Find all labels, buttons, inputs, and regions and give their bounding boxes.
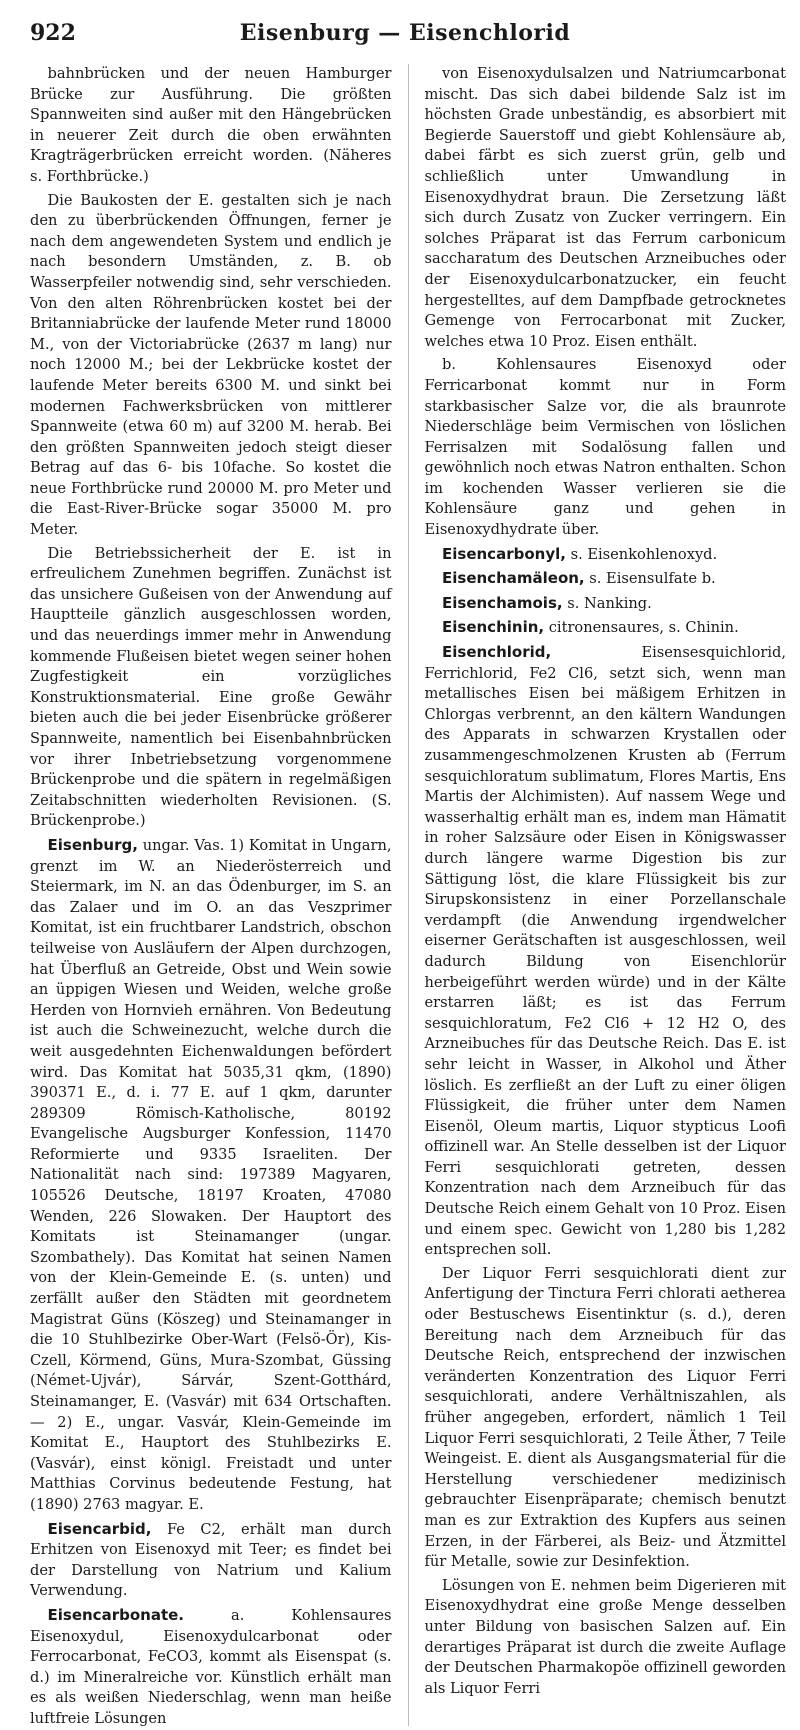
entry-headword: Eisenchamois,	[442, 593, 563, 612]
paragraph	[425, 355, 787, 540]
entry-headword: Eisenchinin,	[442, 618, 545, 637]
page-header	[30, 14, 780, 54]
paragraph	[30, 1519, 392, 1602]
paragraph-text: bahnbrücken und der neuen Hamburger Brücke zur Ausführung. Die größten Spannweiten sind außer mit den Hängebrücken in neuerer Zeit durch die oben erwähnten Kragträgerbrücken erreicht worden. (Näheres s. Forthbrücke.)	[30, 65, 392, 185]
entry-headword: Eisencarbid,	[47, 1519, 152, 1538]
paragraph-text: b. Kohlensaures Eisenoxyd oder Ferricarbonat kommt nur in Form starkbasischer Salze vor, die als braunrote Niederschläge beim Vermischen von löslichen Ferrisalzen mit Sodalösung fallen und gewöhnlich noch etwas Natron enthalten. Schon im kochenden Wasser verlieren sie die Kohlensäure ganz und gehen in Eisenoxydhydrate über.	[424, 356, 786, 539]
paragraph-text: s. Eisenkohlenoxyd.	[570, 545, 718, 563]
paragraph-text: Die Betriebssicherheit der E. ist in erfreulichem Zunehmen begriffen. Zunächst ist das unsichere Gußeisen von der Anwendung auf Hauptteile gänzlich ausgeschlossen worden, und das neuerdings immer mehr in Anwendung kommende Flußeisen bietet wegen seiner hohen Zugfestigkeit ein vorzügliches Konstruktionsmaterial. Eine große Gewähr bieten auch die bei jeder Eisenbrücke größerer Spannweite, namentlich bei Eisenbahnbrücken vor ihrer Inbetriebsetzung vorgenommene Brückenprobe und die spätern in regelmäßigen Zeitabschnitten wiederholten Revisionen. (S. Brückenprobe.)	[30, 544, 392, 830]
entry-headword: Eisencarbonyl,	[442, 544, 566, 563]
paragraph	[425, 64, 787, 352]
paragraph-text: s. Eisensulfate b.	[589, 570, 716, 588]
paragraph-text: Lösungen von E. nehmen beim Digerieren mit Eisenoxydhydrat eine große Menge desselben unter Bildung von basischen Salzen auf. Ein derartiges Präparat ist durch die zweite Auflage der Deutschen Pharmakopöe offizinell geworden als Liquor Ferri	[424, 1576, 786, 1697]
entry-headword: Eisencarbonate.	[47, 1605, 184, 1624]
paragraph-text: Eisensesquichlorid, Ferrichlorid, Fe2 Cl6, setzt sich, wenn man metallisches Eisen bei mäßigem Erhitzen in Chlorgas verbrennt, an den kältern Wandungen des Apparats in schwarzen Krystallen oder zusammengeschmolzenen Krusten ab (Ferrum sesquichloratum sublimatum, Flores Martis, Ens Martis der Alchimisten). Auf nassem Wege und wasserhaltig erhält man es, indem man Hämatit in roher Salzsäure oder Eisen in Königswasser durch längere warme Digestion bis zur Sättigung löst, die klare Flüssigkeit bis zur Sirupskonsistenz in einer Porzellanschale verdampft (die Anwendung irgendwelcher eiserner Gerätschaften ist ausgeschlossen, weil dadurch Bildung von Eisenchlorür herbeigeführt werden würde) und in der Kälte erstarren läßt; es ist das Ferrum sesquichloratum, Fe2 Cl6 + 12 H2 O, des Arzneibuches für das Deutsche Reich. Das E. ist sehr leicht in Wasser, in Alkohol und Äther löslich. Es zerfließt an der Luft zu einer öligen Flüssigkeit, die früher unter dem Namen Eisenöl, Oleum martis, Liquor stypticus Loofi offizinell war. An Stelle desselben ist der Liquor Ferri sesquichlorati getreten, dessen Konzentration nach dem Arzneibuch für das Deutsche Reich einem Gehalt von 10 Proz. Eisen und einem spec. Gewicht von 1,280 bis 1,282 entsprechen soll.	[424, 644, 786, 1259]
entry-headword: Eisenchamäleon,	[442, 569, 585, 588]
paragraph	[425, 617, 787, 639]
running-head: Eisenburg — Eisenchlorid	[239, 20, 571, 46]
paragraph	[425, 568, 787, 590]
paragraph-text: von Eisenoxydulsalzen und Natriumcarbonat mischt. Das sich dabei bildende Salz ist im höchsten Grade unbeständig, es absorbiert mit Begierde Sauerstoff und giebt Kohlensäure ab, dabei färbt es sich zuerst grün, gelb und schließlich unter Umwandlung in Eisenoxydhydrat braun. Die Zersetzung läßt sich durch Zusatz von Zucker verringern. Ein solches Präparat ist das Ferrum carbonicum saccharatum des Deutschen Arzneibuches oder der Eisenoxydulcarbonatzucker, ein feucht hergestelltes, auf dem Dampfbade getrocknetes Gemenge von Ferrocarbonat mit Zucker, welches etwa 10 Proz. Eisen enthält.	[424, 65, 786, 350]
paragraph	[425, 544, 787, 566]
paragraph-text: Fe C2, erhält man durch Erhitzen von Eisenoxyd mit Teer; es findet bei der Darstellung von Natrium und Kalium Verwendung.	[30, 1520, 392, 1600]
paragraph-text: ungar. Vas. 1) Komitat in Ungarn, grenzt im W. an Niederösterreich und Steiermark, im N. an das Ödenburger, im S. an das Zalaer und im O. an das Veszprimer Komitat, ist ein fruchtbarer Landstrich, obschon teilweise von Ausläufern der Alpen durchzogen, hat Überfluß an Getreide, Obst und Wein sowie an üppigen Wiesen und Weiden, welche große Herden von Hornvieh ernähren. Von Bedeutung ist auch die Schweinezucht, welche durch die weit ausgedehnten Eichenwaldungen befördert wird. Das Komitat hat 5035,31 qkm, (1890) 390371 E., d. i. 77 E. auf 1 qkm, darunter 289309 Römisch-Katholische, 80192 Evangelische Augsburger Konfession, 11470 Reformierte und 9335 Israeliten. Der Nationalität nach sind: 197389 Magyaren, 105526 Deutsche, 18197 Kroaten, 47080 Wenden, 226 Slowaken. Der Hauptort des Komitats ist Steinamanger (ungar. Szombathely). Das Komitat hat seinen Namen von der Klein-Gemeinde E. (s. unten) und zerfällt außer den Städten mit geordnetem Magistrat Güns (Köszeg) und Steinamanger in die 10 Stuhlbezirke Ober-Wart (Felsö-Ör), Kis-Czell, Körmend, Güns, Mura-Szombat, Güssing (Német-Ujvár), Sárvár, Szent-Gotthárd, Steinamanger, E. (Vasvár) mit 634 Ortschaften. — 2) E., ungar. Vasvár, Klein-Gemeinde im Komitat E., Hauptort des Stuhlbezirks E. (Vasvár), einst königl. Freistadt und unter Matthias Corvinus bedeutende Festung, hat (1890) 2763 magyar. E.	[30, 836, 392, 1513]
paragraph-text: a. Kohlensaures Eisenoxydul, Eisenoxydulcarbonat oder Ferrocarbonat, FeCO3, kommt als Eisenspat (s. d.) im Mineralreiche vor. Künstlich erhält man es als weißen Niederschlag, wenn man heiße luftfreie Lösungen	[30, 1606, 392, 1727]
paragraph-text: Die Baukosten der E. gestalten sich je nach den zu überbrückenden Öffnungen, ferner je nach dem angewendeten System und endlich je nach besondern Umständen, z. B. ob Wasserpfeiler notwendig sind, sehr verschieden. Von den alten Röhrenbrücken kostet bei der Britanniabrücke der laufende Meter rund 18000 M., von der Victoriabrücke (2637 m lang) nur noch 12000 M.; bei der Lekbrücke kostet der laufende Meter bereits 6300 M. und sinkt bei modernen Fachwerksbrücken von mittlerer Spannweite (etwa 60 m) auf 3200 M. herab. Bei den größten Spannweiten jedoch steigt dieser Betrag auf das 6- bis 10fache. So kostet die neue Forthbrücke rund 20000 M. pro Meter und die East-River-Brücke sogar 35000 M. pro Meter.	[30, 191, 392, 539]
left-column	[30, 64, 392, 1726]
paragraph	[30, 1605, 392, 1730]
entry-headword: Eisenchlorid,	[442, 643, 552, 662]
paragraph	[425, 1264, 787, 1573]
paragraph	[30, 544, 392, 832]
paragraph	[425, 1576, 787, 1700]
right-column	[425, 64, 787, 1726]
paragraph	[30, 64, 392, 188]
paragraph-text: citronensaures, s. Chinin.	[548, 619, 739, 637]
paragraph-text: Der Liquor Ferri sesquichlorati dient zur Anfertigung der Tinctura Ferri chlorati aetherea oder Bestuschews Eisentinktur (s. d.), deren Bereitung nach dem Arzneibuch für das Deutsche Reich, entsprechend der inzwischen veränderten Konzentration des Liquor Ferri sesquichlorati, andere Verhältniszahlen, als früher angegeben, erfordert, nämlich 1 Teil Liquor Ferri sesquichlorati, 2 Teile Äther, 7 Teile Weingeist. E. dient als Ausgangsmaterial für die Herstellung verschiedener medizinisch gebrauchter Eisenpräparate; chemisch benutzt man es zur Extraktion des Kupfers aus seinen Erzen, in der Färberei, als Beiz- und Ätzmittel für Metalle, sowie zur Desinfektion.	[424, 1264, 786, 1571]
column-divider	[408, 64, 409, 1726]
page-number: 922	[30, 20, 76, 46]
paragraph	[425, 642, 787, 1261]
paragraph-text: s. Nanking.	[567, 594, 652, 612]
paragraph	[30, 835, 392, 1516]
paragraph	[425, 593, 787, 615]
paragraph	[30, 191, 392, 541]
text-columns	[30, 64, 786, 1726]
entry-headword: Eisenburg,	[47, 835, 138, 854]
